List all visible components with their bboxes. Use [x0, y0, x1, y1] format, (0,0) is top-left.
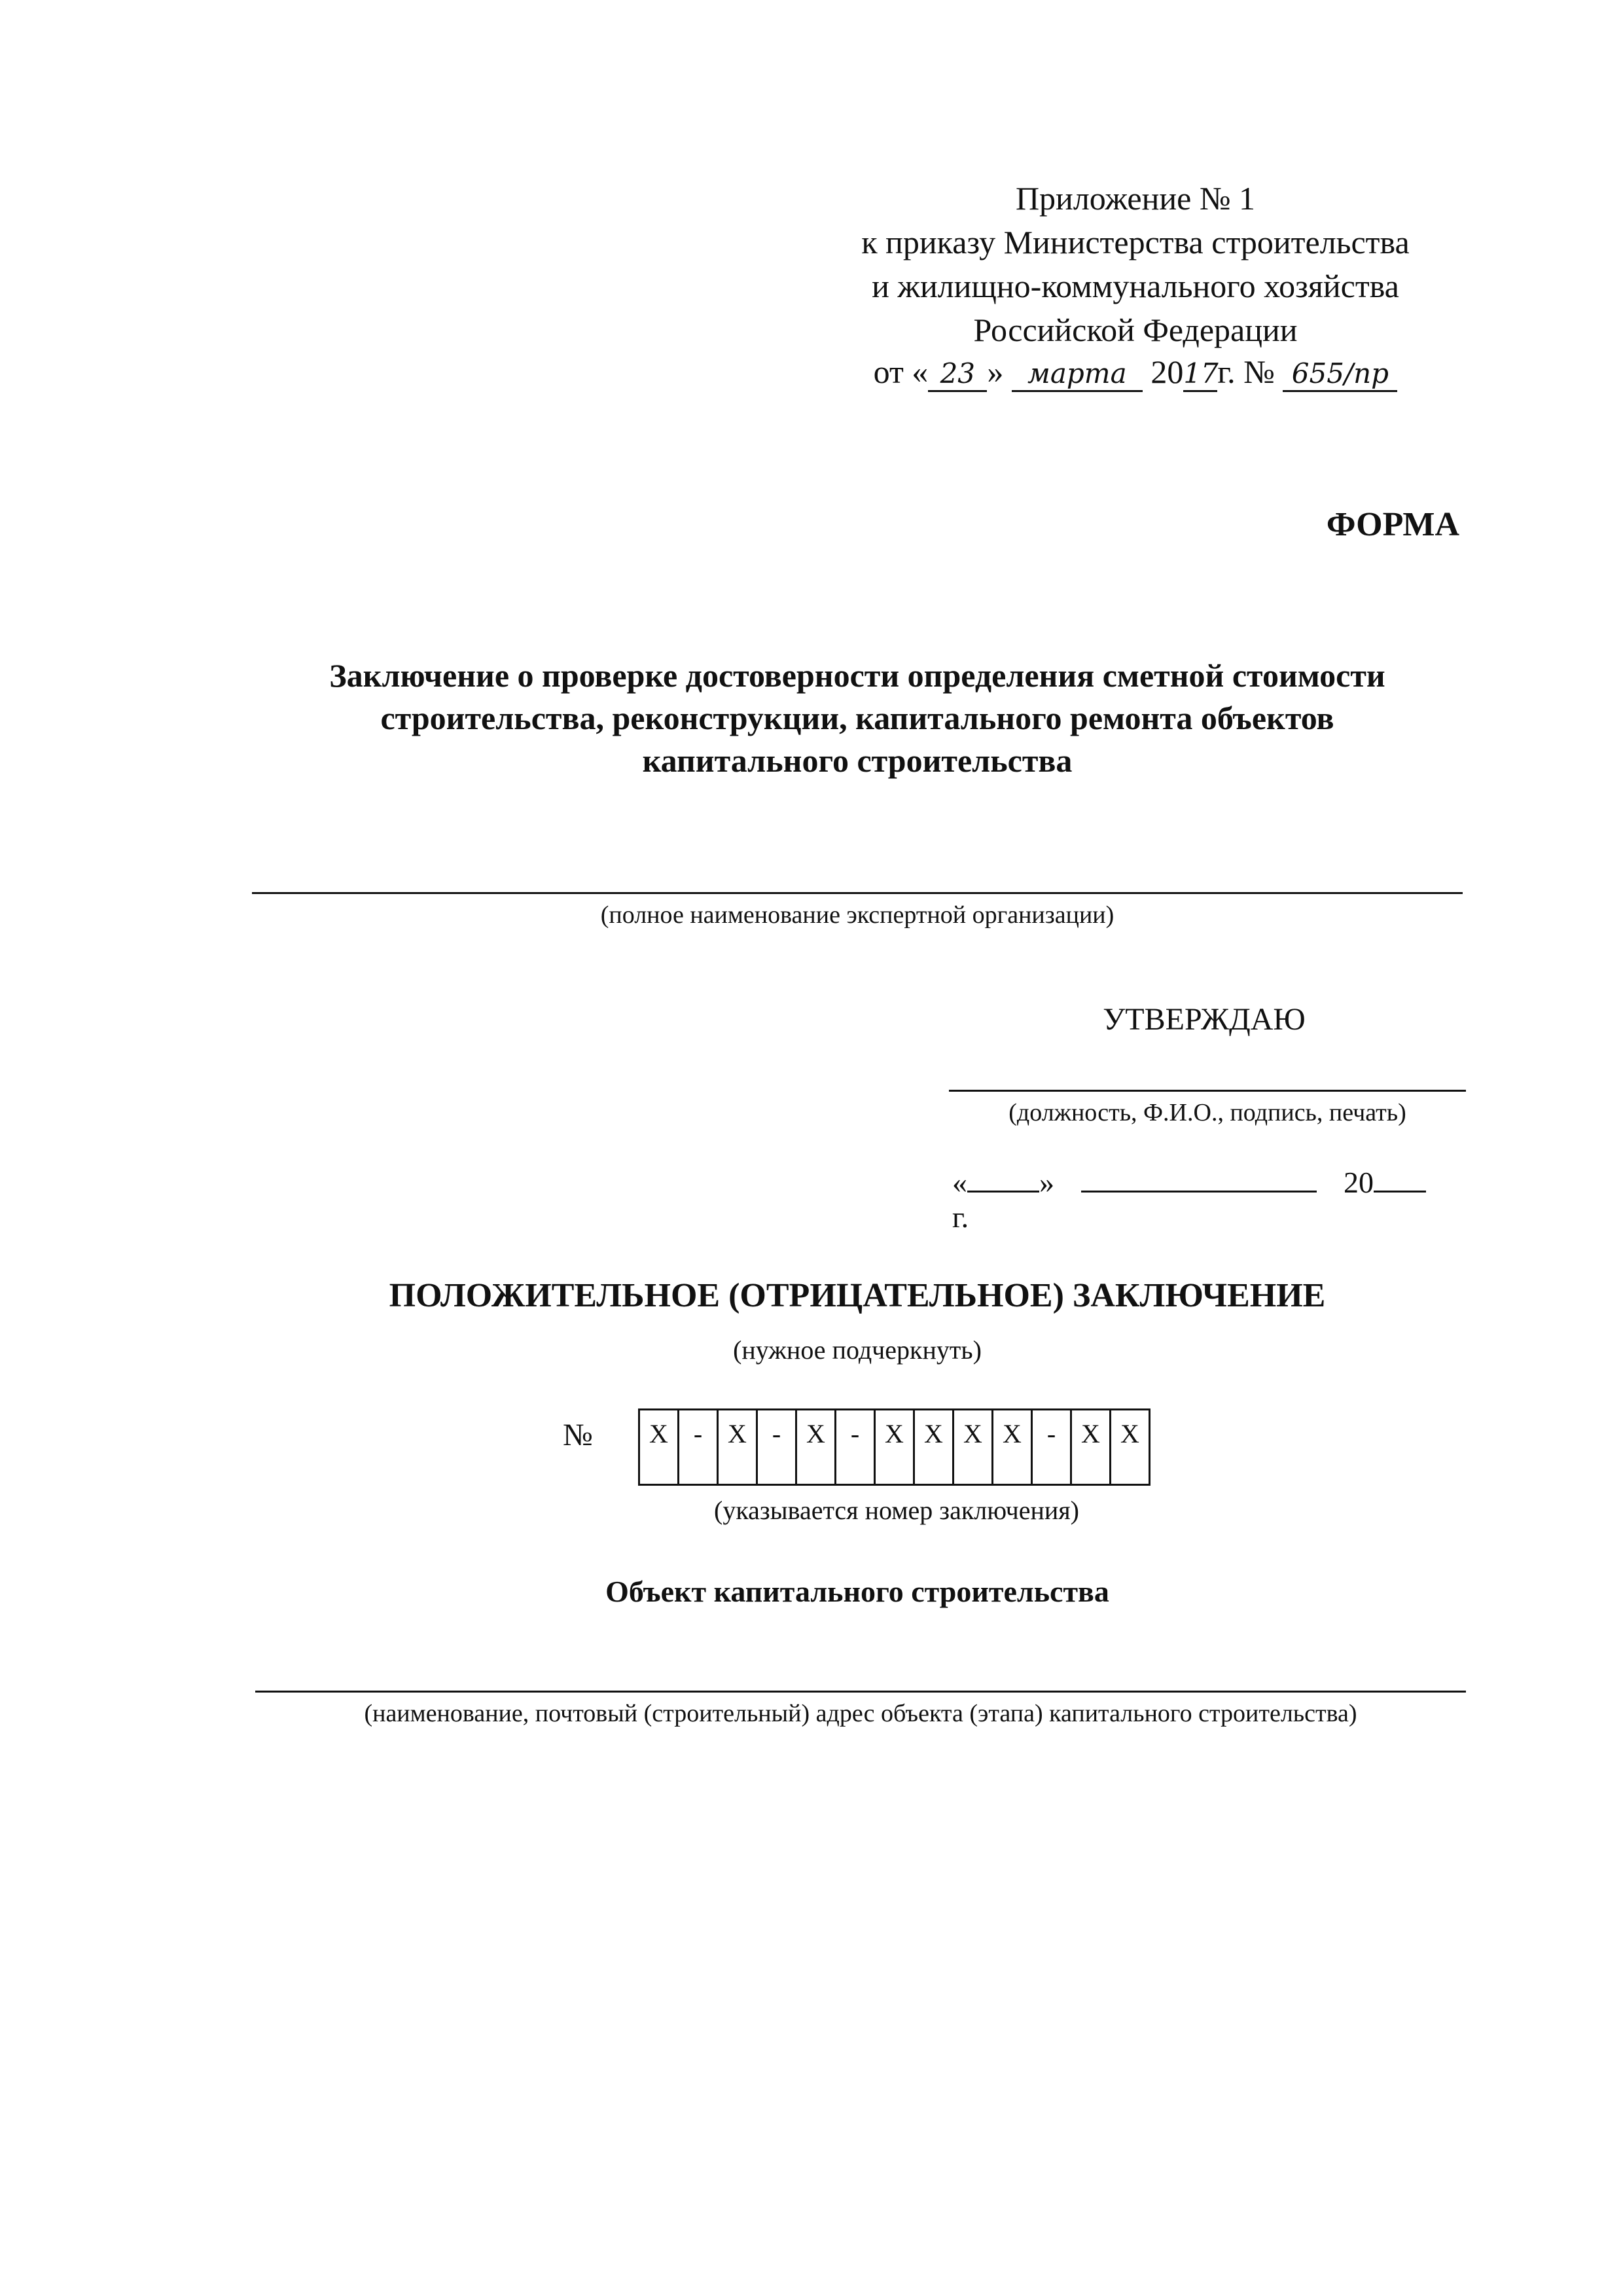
object-name-caption: (наименование, почтовый (строительный) адрес объекта (этапа) капитального строительства) [364, 1700, 1357, 1727]
date-year-suffix: г. № [1217, 353, 1275, 390]
appendix-line-2: к приказу Министерства строительства [861, 224, 1410, 260]
document-title [236, 655, 1479, 782]
approval-quote-open: « [952, 1166, 967, 1199]
appendix-line-1: Приложение № 1 [1015, 180, 1256, 217]
number-cell[interactable]: Х [954, 1410, 993, 1485]
approval-year-suffix: г. [952, 1200, 969, 1234]
date-year-handwritten: 17 [1183, 357, 1217, 392]
date-month-handwritten: марта [1012, 357, 1143, 392]
number-cell[interactable]: Х [993, 1410, 1032, 1485]
form-label: ФОРМА [1326, 506, 1459, 543]
number-cell[interactable]: Х [639, 1410, 679, 1485]
appendix-header [772, 177, 1499, 352]
number-cell: - [757, 1410, 796, 1485]
conclusion-number-label: № [563, 1418, 593, 1452]
approval-quote-close: » [1039, 1166, 1054, 1199]
date-day-handwritten: 23 [928, 357, 987, 392]
conclusion-number-grid [638, 1408, 1150, 1486]
object-title: Объект капитального строительства [605, 1575, 1109, 1608]
approval-month-field[interactable] [1081, 1162, 1317, 1193]
org-name-field[interactable] [252, 892, 1463, 894]
conclusion-number-caption: (указывается номер заключения) [714, 1496, 1079, 1525]
number-cell: - [1032, 1410, 1071, 1485]
date-prefix: от « [873, 353, 929, 390]
number-cell[interactable]: Х [875, 1410, 914, 1485]
org-name-caption: (полное наименование экспертной организации) [600, 901, 1115, 929]
approval-day-field[interactable] [967, 1162, 1039, 1193]
document-title-line-2: строительства, реконструкции, капитального ремонта объектов [380, 700, 1334, 736]
document-title-line-3: капитального строительства [642, 742, 1073, 779]
date-mid: » [987, 353, 1004, 390]
number-cell[interactable]: Х [914, 1410, 954, 1485]
approve-label: УТВЕРЖДАЮ [1103, 1002, 1306, 1037]
number-cell[interactable]: Х [1111, 1410, 1150, 1485]
document-title-line-1: Заключение о проверке достоверности определения сметной стоимости [329, 657, 1385, 694]
approver-caption: (должность, Ф.И.О., подпись, печать) [1008, 1099, 1406, 1126]
appendix-date-line [772, 350, 1499, 394]
approval-date-row [952, 1162, 1469, 1234]
number-cell[interactable]: Х [796, 1410, 836, 1485]
order-number-handwritten: 655/пр [1283, 357, 1397, 392]
object-name-field[interactable] [255, 1691, 1466, 1693]
approval-year-prefix: 20 [1344, 1166, 1374, 1199]
approval-year-field[interactable] [1374, 1162, 1426, 1193]
appendix-line-3: и жилищно-коммунального хозяйства [872, 268, 1399, 304]
date-year-prefix: 20 [1150, 353, 1184, 390]
number-cell: - [836, 1410, 875, 1485]
appendix-line-4: Российской Федерации [973, 312, 1298, 348]
approver-signature-field[interactable] [949, 1090, 1466, 1092]
number-cell[interactable]: Х [718, 1410, 757, 1485]
number-cell: - [679, 1410, 718, 1485]
number-cell[interactable]: Х [1071, 1410, 1111, 1485]
conclusion-title: ПОЛОЖИТЕЛЬНОЕ (ОТРИЦАТЕЛЬНОЕ) ЗАКЛЮЧЕНИЕ [389, 1277, 1326, 1314]
conclusion-hint: (нужное подчеркнуть) [733, 1335, 982, 1365]
